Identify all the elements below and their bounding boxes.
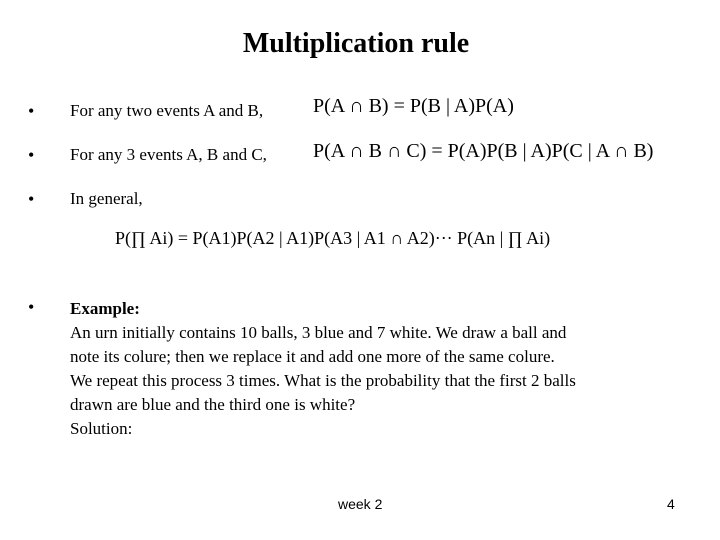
example-line: note its colure; then we replace it and add one more of the same colure. <box>70 347 555 366</box>
example-line: We repeat this process 3 times. What is the probability that the first 2 balls <box>70 371 576 390</box>
example-line: An urn initially contains 10 balls, 3 blue and 7 white. We draw a ball and <box>70 323 567 342</box>
formula-three-events: P(A ∩ B ∩ C) = P(A)P(B | A)P(C | A ∩ B) <box>313 140 654 162</box>
bullet-marker: • <box>28 189 35 209</box>
slide-title: Multiplication rule <box>242 28 470 59</box>
bullet-text-three-events: For any 3 events A, B and C, <box>70 145 267 164</box>
page-number: 4 <box>667 496 675 512</box>
formula-two-events: P(A ∩ B) = P(B | A)P(A) <box>313 95 514 117</box>
bullet-marker: • <box>28 145 35 165</box>
example-line: Solution: <box>70 419 133 438</box>
bullet-marker: • <box>28 297 35 317</box>
bullet-text-general: In general, <box>70 189 143 208</box>
bullet-marker: • <box>28 101 35 121</box>
example-line: drawn are blue and the third one is white? <box>70 395 356 414</box>
formula-general: P(∏ Ai) = P(A1)P(A2 | A1)P(A3 | A1 ∩ A2)··· P(An | ∏ Ai) <box>115 228 551 248</box>
footer-label: week 2 <box>338 496 383 512</box>
example-heading: Example: <box>70 299 140 318</box>
example-block <box>70 297 690 441</box>
bullet-text-two-events: For any two events A and B, <box>70 101 264 120</box>
